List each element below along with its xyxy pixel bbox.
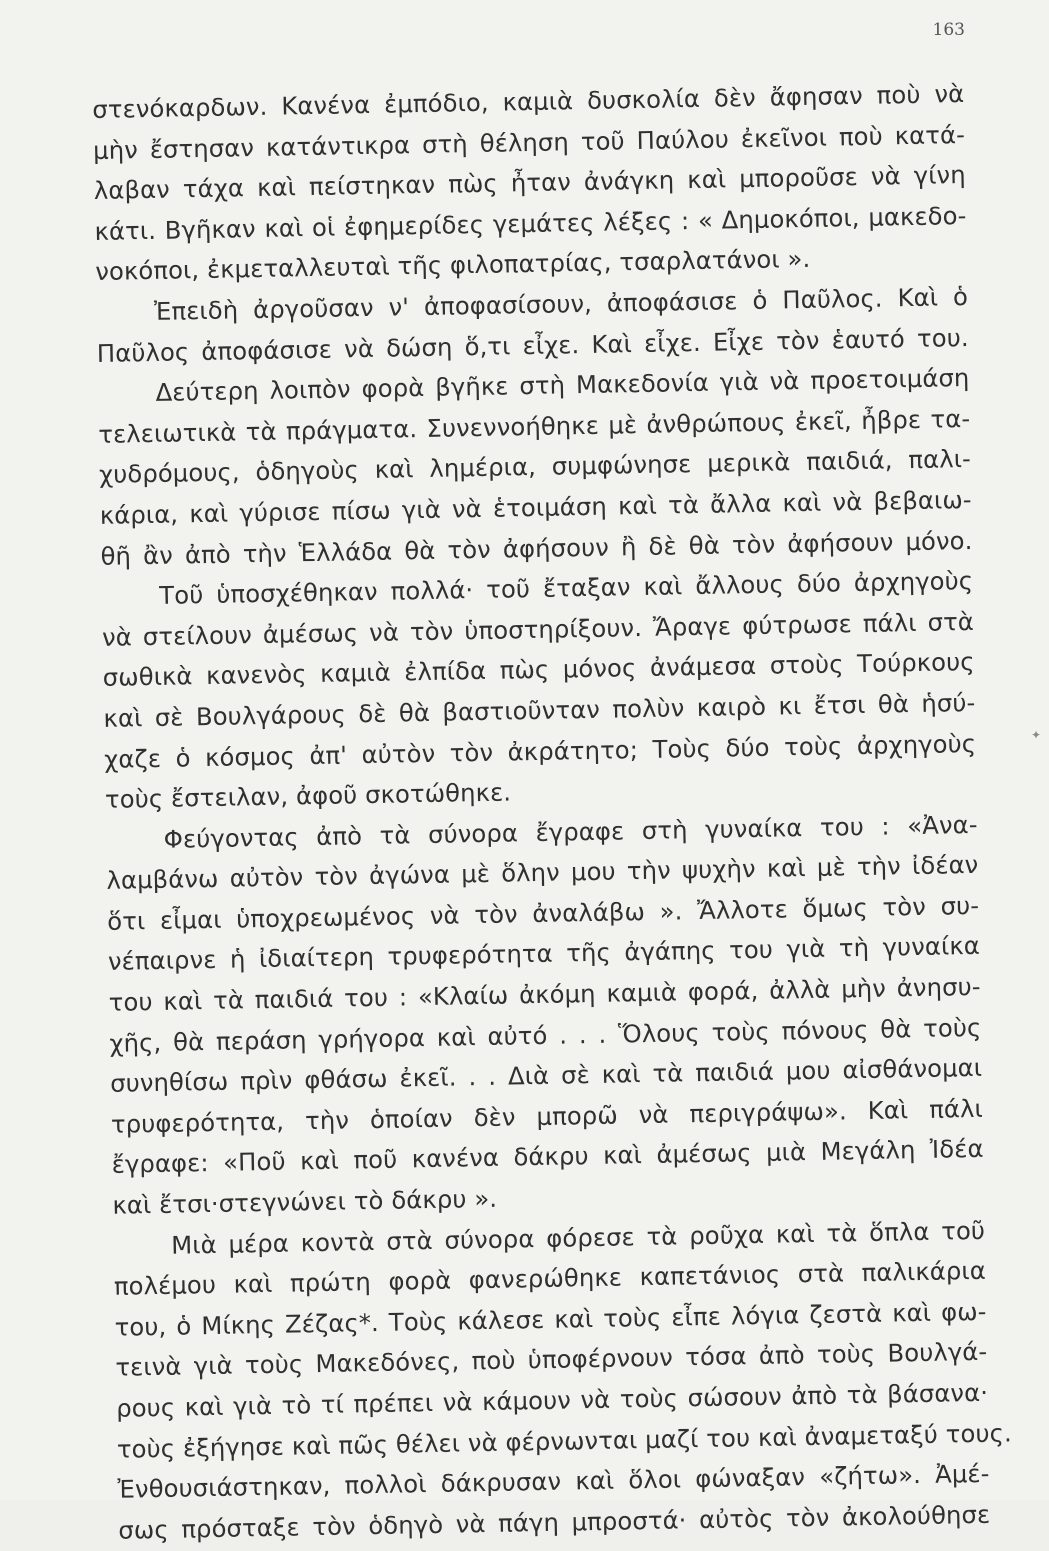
text-line: του καὶ τὰ παιδιά του : «Κλαίω ἀκόμη καμιὰ φορά, ἀλλὰ μὴν ἀνησυ- [108,971,981,1017]
text-line: καὶ ἔτσι·στεγνώνει τὸ δάκρυ ». [112,1183,498,1220]
text-line: Φεύγοντας ἀπὸ τὰ σύνορα ἔγραφε στὴ γυναίκα του : «Ἀνα- [163,809,978,854]
text-line: νὰ στείλουν ἀμέσως νὰ τὸν ὑποστηρίξουν. Ἄραγε φύτρωσε πάλι στὰ [101,606,975,652]
text-line: κάτι. Βγῆκαν καὶ οἱ ἐφημερίδες γεμάτες λέξες : « Δημοκόποι, μακεδο- [94,200,967,246]
text-line: τελειωτικὰ τὰ πράγματα. Συνεννοήθηκε μὲ ἀνθρώπους ἐκεῖ, ἦβρε τα- [98,403,971,449]
text-line: πολέμου καὶ πρώτη φορὰ φανερώθηκε καπετάνιος στὰ παλικάρια [113,1256,987,1302]
text-line: ὅτι εἶμαι ὑποχρεωμένος νὰ τὸν ἀναλάβω ». Ἄλλοτε ὅμως τὸν συ- [106,890,980,936]
text-line: Δεύτερη λοιπὸν φορὰ βγῆκε στὴ Μακεδονία γιὰ νὰ προετοιμάση [155,363,970,408]
text-line: σως πρόσταξε τὸν ὁδηγὸ νὰ πάγη μπροστά· αὐτὸς τὸν ἀκολούθησε [118,1499,991,1545]
text-line: τοὺς ἔστειλαν, ἀφοῦ σκοτώθηκε. [104,777,512,814]
text-line: τρυφερότητα, τὴν ὁποίαν δὲν μπορῶ νὰ περιγράψω». Καὶ πάλι [110,1093,984,1139]
text-line: νέπαιρνε ἡ ἰδιαίτερη τρυφερότητα τῆς ἀγάπης του γιὰ τὴ γυναίκα [107,931,981,977]
text-line: λαβαν τάχα καὶ πείστηκαν πὼς ἦταν ἀνάγκη καὶ μποροῦσε νὰ γίνη [93,160,966,206]
text-line: χῆς, θὰ περάση γρήγορα καὶ αὐτό . . . Ὅλους τοὺς πόνους θὰ τοὺς [109,1012,982,1058]
text-line: θῆ ἂν ἀπὸ τὴν Ἑλλάδα θὰ τὸν ἀφήσουν ἢ δὲ θὰ τὸν ἀφήσουν μόνο. [100,525,973,571]
text-line: νοκόποι, ἐκμεταλλευταὶ τῆς φιλοπατρίας, τσαρλατάνοι ». [95,244,811,287]
text-line: συνηθίσω πρὶν φθάσω ἐκεῖ. . . Διὰ σὲ καὶ τὰ παιδιά μου αἰσθάνομαι [109,1053,983,1099]
text-line: στενόκαρδων. Κανένα ἐμπόδιο, καμιὰ δυσκολία δὲν ἄφησαν ποὺ νὰ [92,79,965,124]
text-line: κάρια, καὶ γύρισε πίσω γιὰ νὰ ἑτοιμάση καὶ τὰ ἄλλα καὶ νὰ βεβαιω- [99,484,972,530]
margin-mark-icon: ✦ [1031,728,1042,742]
text-line: τοὺς ἐξήγησε καὶ πῶς θέλει νὰ φέρνωνται μαζί του καὶ ἀναμεταξύ τους. [116,1417,1013,1464]
text-line: χαζε ὁ κόσμος ἀπ' αὐτὸν τὸν ἀκράτητο; Τοὺς δύο τοὺς ἀρχηγοὺς [103,728,977,774]
text-line: Παῦλος ἀποφάσισε νὰ δώση ὅ,τι εἶχε. Καὶ εἶχε. Εἶχε τὸν ἑαυτό του. [96,322,969,368]
text-line: Τοῦ ὑποσχέθηκαν πολλά· τοῦ ἔταξαν καὶ ἄλλους δύο ἀρχηγοὺς [159,566,974,610]
text-line: Μιὰ μέρα κοντὰ στὰ σύνορα φόρεσε τὰ ροῦχα καὶ τὰ ὅπλα τοῦ [170,1215,986,1260]
text-line: χυδρόμους, ὁδηγοὺς καὶ λημέρια, συμφώνησε μερικὰ παιδιά, παλι- [98,444,972,490]
text-line: λαμβάνω αὐτὸν τὸν ἀγώνα μὲ ὅλην μου τὴν ψυχὴν καὶ μὲ τὴν ἰδέαν [106,850,979,896]
text-line: ρους καὶ γιὰ τὸ τί πρέπει νὰ κάμουν νὰ τοὺς σώσουν ἀπὸ τὰ βάσανα· [115,1377,989,1423]
text-line: ἔγραφε: «Ποῦ καὶ ποῦ κανένα δάκρυ καὶ ἀμέσως μιὰ Μεγάλη Ἰδέα [111,1134,984,1180]
text-line: μὴν ἔστησαν κατάντικρα στὴ θέληση τοῦ Παύλου ἐκεῖνοι ποὺ κατά- [92,119,966,165]
text-line: σωθικὰ κανενὸς καμιὰ ἐλπίδα πὼς μόνος ἀνάμεσα στοὺς Τούρκους [102,647,975,693]
text-line: τεινὰ γιὰ τοὺς Μακεδόνες, ποὺ ὑποφέρνουν τόσα ἀπὸ τοὺς Βουλγά- [115,1337,988,1383]
page-number: 163 [932,20,965,40]
text-line: Ἐνθουσιάστηκαν, πολλοὶ δάκρυσαν καὶ ὅλοι φώναξαν «ζήτω». Ἀμέ- [117,1458,990,1504]
text-line: καὶ σὲ Βουλγάρους δὲ θὰ βαστιοῦνταν πολὺν καιρὸ κι ἔτσι θὰ ἡσύ- [103,687,976,733]
text-line: του, ὁ Μίκης Ζέζας*. Τοὺς κάλεσε καὶ τοὺς εἶπε λόγια ζεστὰ καὶ φω- [114,1296,987,1342]
text-body [92,74,1013,1551]
text-line: Ἐπειδὴ ἀργοῦσαν ν' ἀποφασίσουν, ἀποφάσισε ὁ Παῦλος. Καὶ ὁ [153,281,969,326]
